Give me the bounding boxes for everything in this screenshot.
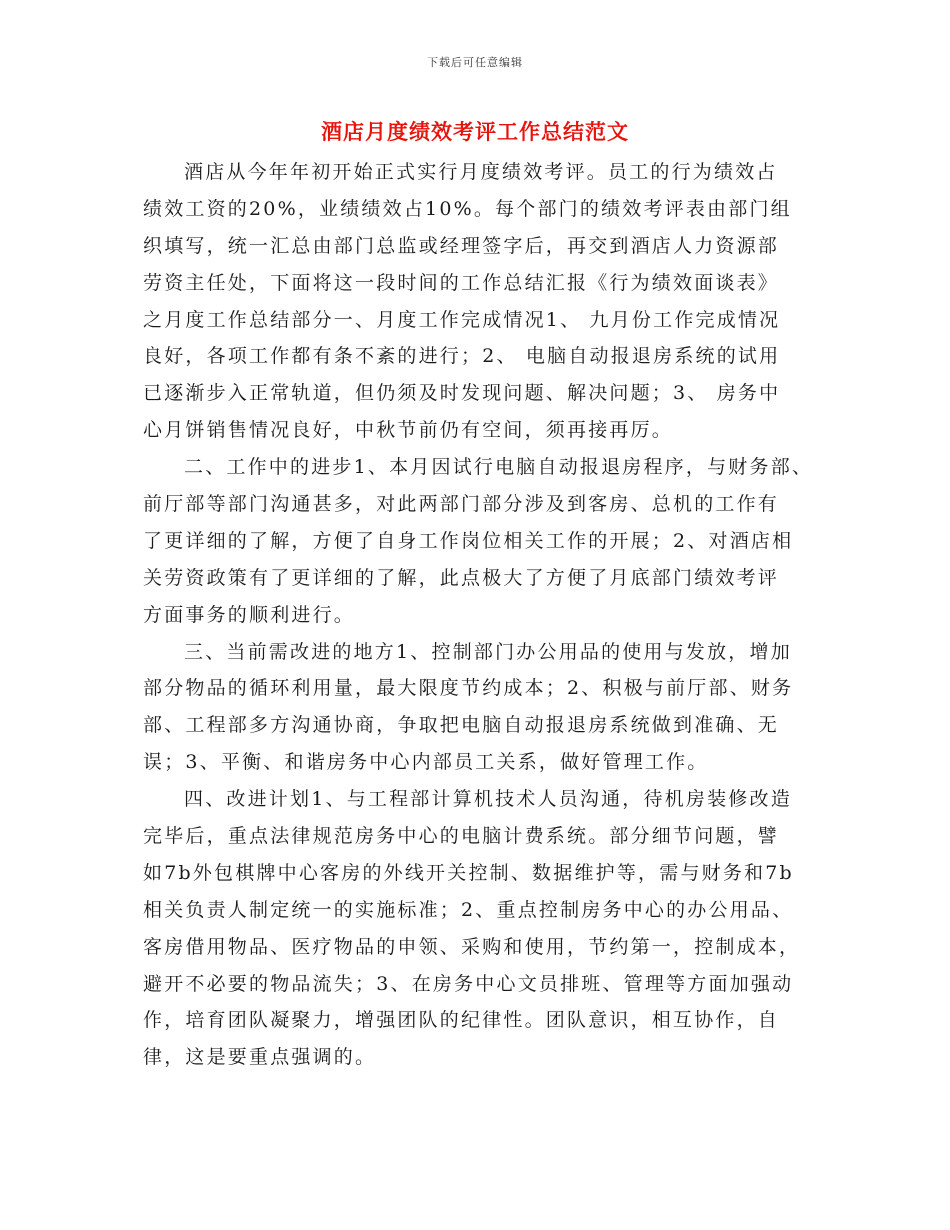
text-line: 心月饼销售情况良好，中秋节前仍有空间，须再接再厉。: [143, 419, 674, 442]
text-line: 之月度工作总结部分一、月度工作完成情况1、 九月份工作完成情况: [143, 308, 781, 331]
text-line: 作，培育团队凝聚力，增强团队的纪律性。团队意识，相互协作，自: [143, 1009, 780, 1032]
paragraph-2: [143, 449, 843, 633]
text-line: 良好，各项工作都有条不紊的进行；2、 电脑自动报退房系统的试用: [143, 345, 781, 368]
text-line: 相关负责人制定统一的实施标准；2、重点控制房务中心的办公用品、: [143, 898, 794, 921]
text-line: 方面事务的顺利进行。: [143, 603, 356, 626]
text-line: 酒店从今年年初开始正式实行月度绩效考评。员工的行为绩效占: [184, 161, 778, 183]
text-line: 部分物品的循环利用量，最大限度节约成本；2、积极与前厅部、财务: [143, 677, 794, 700]
text-line: 如7b外包棋牌中心客房的外线开关控制、数据维护等，需与财务和7b: [143, 861, 794, 884]
text-line: 三、当前需改进的地方1、控制部门办公用品的使用与发放，增加: [184, 640, 792, 663]
paragraph-1: [143, 154, 843, 449]
text-line: 避开不必要的物品流失；3、在房务中心文员排班、管理等方面加强动: [143, 972, 794, 995]
paragraph-3: [143, 634, 843, 782]
text-line: 劳资主任处，下面将这一段时间的工作总结汇报《行为绩效面谈表》: [143, 271, 780, 294]
text-line: 律，这是要重点强调的。: [143, 1046, 377, 1069]
text-line: 完毕后，重点法律规范房务中心的电脑计费系统。部分细节问题，譬: [143, 825, 780, 848]
text-line: 误；3、平衡、和谐房务中心内部员工关系，做好管理工作。: [143, 751, 709, 774]
text-line: 了更详细的了解，方便了自身工作岗位相关工作的开展；2、对酒店相: [143, 529, 794, 552]
document-body: [143, 154, 843, 1076]
text-line: 已逐渐步入正常轨道，但仍须及时发现问题、解决问题；3、 房务中: [143, 382, 781, 405]
document-title: 酒店月度绩效考评工作总结范文: [321, 119, 629, 144]
text-line: 前厅部等部门沟通甚多，对此两部门部分涉及到客房、总机的工作有: [143, 493, 780, 516]
text-line: 四、改进计划1、与工程部计算机技术人员沟通，待机房装修改造: [184, 788, 792, 811]
text-line: 二、工作中的进步1、本月因试行电脑自动报退房程序，与财务部、: [184, 456, 814, 479]
paragraph-4: [143, 781, 843, 1076]
text-line: 绩效工资的20%，业绩绩效占10%。每个部门的绩效考评表由部门组: [143, 197, 792, 220]
text-line: 部、工程部多方沟通协商，争取把电脑自动报退房系统做到准确、无: [143, 714, 780, 737]
text-line: 关劳资政策有了更详细的了解，此点极大了方便了月底部门绩效考评: [143, 566, 780, 589]
text-line: 织填写，统一汇总由部门总监或经理签字后，再交到酒店人力资源部: [143, 234, 780, 257]
text-line: 客房借用物品、医疗物品的申领、采购和使用，节约第一，控制成本，: [143, 935, 801, 958]
header-note: 下载后可任意编辑: [427, 56, 523, 69]
